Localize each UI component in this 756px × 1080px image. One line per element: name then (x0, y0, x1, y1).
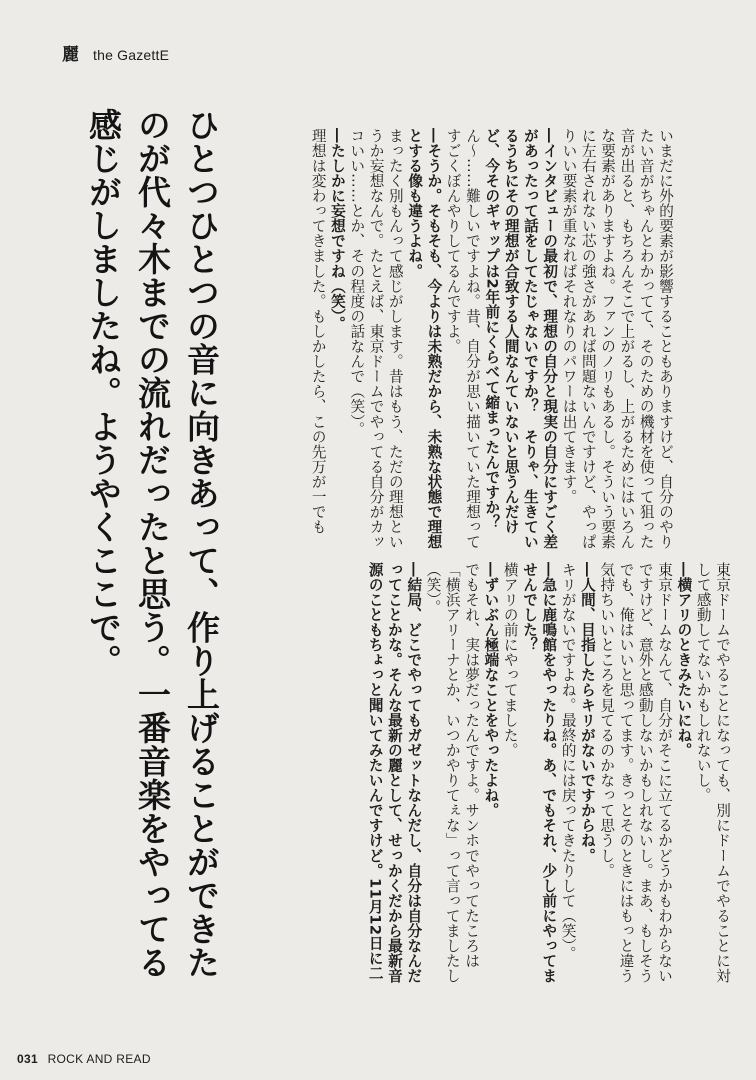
artist-answer: 東京ドームでやることになっても、別にドームでやることに対して感動してないかもしれないし。 (694, 562, 731, 984)
magazine-name: ROCK AND READ (47, 1052, 151, 1066)
artist-answer: いまだに外的要素が影響することもありますけど、自分のやりたい音がちゃんとわかってて、そのための機材を使って狙った音が出ると、もちろんそこで上がるし、上がるためにはいろんな要素がありますよね。ファンのノリもあるし。そういう要素に左右されない芯の強さがあれば問題ないんですけど、やっぱりいい要素が重なればそれなりのパワーは出てきます。 (560, 128, 674, 550)
interviewer-question: ―インタビューの最初で、理想の自分と現実の自分にすごく差があったって話をしてたじゃないですか？ そりゃ、生きているうちにその理想が合致する人間なんていないと思うんだけど、今そのギャップは2年前にくらべて縮まったんですか？ (483, 128, 559, 550)
interview-column-top (205, 128, 675, 552)
artist-answer: でもそれ、実は夢だったんですよ。サンホでやってたころは「横浜アリーナとか、いつかやりてぇな」って言ってましたし（笑）。 (424, 562, 481, 984)
interviewer-question: ―横アリのときみたいにね。 (675, 562, 693, 758)
interview-column-bottom (262, 562, 732, 996)
interviewer-question: ―急に鹿鳴館をやったりね。あ、でもそれ、少し前にやってませんでした？ (521, 562, 558, 984)
artist-answer: まったく別もんって感じがします。昔はもう、ただの理想というか妄想なんで。たとえば、東京ドームでやってる自分がカッコいい……とか、その程度の話なんで（笑）。 (348, 128, 404, 550)
artist-answer: ん～……難しいですよね。昔、自分が思い描いていた理想ってすごくぼんやりしてるんですよ。 (444, 128, 482, 550)
interviewer-question: ―人間、目指したらキリがないですからね。 (578, 562, 596, 863)
interviewer-question: ―そうか。そもそも、今よりは未熟だから、未熟な状態で理想とする像も違うよね。 (406, 128, 443, 550)
member-name: 麗 (62, 45, 79, 65)
page-footer (17, 1052, 151, 1066)
artist-answer: 東京ドームなんて、自分がそこに立てるかどうかもわからないですけど、意外と感動しないかもしれないし。まあ、もしそうでも、俺はいいと思ってます。きっとそのときにはもっと違う気持ちいいところを見てるのかなって思うし。 (598, 562, 674, 984)
band-name: the GazettE (93, 47, 170, 63)
interviewer-question: ―たしかに妄想ですね（笑）。 (328, 128, 346, 332)
artist-answer: キリがないですよね。最終的には戻ってきたりして（笑）。 (559, 562, 577, 962)
interviewer-question: ―ずいぶん極端なことをやったよね。 (482, 562, 500, 818)
artist-answer: 理想は変わってきました。もしかしたら、この先万が一でも (309, 128, 327, 535)
page-number: 031 (17, 1052, 38, 1066)
pull-quote-headline: ひとつひとつの音に向きあって、作り上げることができたのが代々木までの流れだったと思う。一番音楽をやってる感じがしましたね。ようやくここで。 (84, 108, 221, 979)
page-header (62, 40, 169, 65)
artist-answer: 横アリの前にやってました。 (501, 562, 519, 758)
interviewer-question: ―結局、どこでやってもガゼットなんだし、自分は自分なんだってことかな。そんな最新の麗として、せっかくだから最新音源のこともちょっと聞いてみたいんですけど。11月12日に二 (366, 562, 423, 984)
